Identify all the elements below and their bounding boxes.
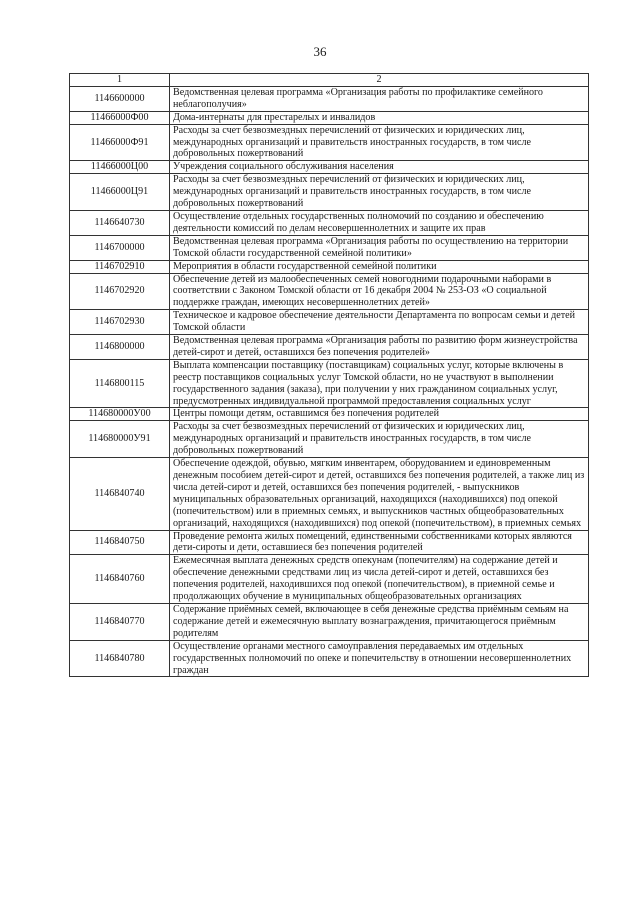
table-row [70, 335, 589, 360]
row-code: 1146840770 [70, 603, 170, 640]
table-row [70, 458, 589, 530]
row-code: 11466000Ф00 [70, 111, 170, 124]
row-code: 1146700000 [70, 235, 170, 260]
row-description: Мероприятия в области государственной семейной политики [170, 260, 589, 273]
table-row [70, 86, 589, 111]
table-row [70, 421, 589, 458]
row-description: Ежемесячная выплата денежных средств опекунам (попечителям) на содержание детей и обеспечение денежными средствами лиц из числа детей-сирот и детей, оставшихся без попечения родителей, находившихся под опекой (попечительством), в приемной семье и продолжающих обучение в муниципальных общеобразовательных организациях [170, 555, 589, 604]
table-row [70, 174, 589, 211]
table-row [70, 408, 589, 421]
table-row [70, 124, 589, 161]
row-description: Техническое и кадровое обеспечение деятельности Департамента по вопросам семьи и детей Томской области [170, 310, 589, 335]
row-code: 11466000Ц91 [70, 174, 170, 211]
row-code: 1146702910 [70, 260, 170, 273]
table-row [70, 555, 589, 604]
row-code: 11466000Ц00 [70, 161, 170, 174]
row-description: Дома-интернаты для престарелых и инвалидов [170, 111, 589, 124]
row-code: 11466000Ф91 [70, 124, 170, 161]
row-description: Выплата компенсации поставщику (поставщикам) социальных услуг, которые включены в реестр поставщиков социальных услуг Томской области, но не участвуют в выполнении государственного задания (заказа), при получении у них гражданином социальных услуг, предусмотренных индивидуальной программой предоставления социальных услуг [170, 359, 589, 408]
row-code: 1146702930 [70, 310, 170, 335]
row-code: 1146800000 [70, 335, 170, 360]
table-row [70, 359, 589, 408]
table-row [70, 260, 589, 273]
row-description: Содержание приёмных семей, включающее в себя денежные средства приёмным семьям на содержание детей и ежемесячную выплату вознаграждения, причитающегося приёмным родителям [170, 603, 589, 640]
table-row [70, 235, 589, 260]
row-description: Центры помощи детям, оставшимся без попечения родителей [170, 408, 589, 421]
row-description: Ведомственная целевая программа «Организация работы по осуществлению на территории Томской области государственной семейной политики» [170, 235, 589, 260]
row-description: Осуществление отдельных государственных полномочий по созданию и обеспечению деятельности комиссий по делам несовершеннолетних и защите их прав [170, 210, 589, 235]
row-description: Обеспечение одеждой, обувью, мягким инвентарем, оборудованием и единовременным денежным пособием детей-сирот и детей, оставшихся без попечения родителей, а также лиц из числа детей-сирот и детей, оставшихся без попечения родителей, - выпускников муниципальных образовательных организаций, находящихся (находившихся) под опекой (попечительством) или в приемных семьях, и выпускников частных общеобразовательных организаций, находящихся (находившихся) под опекой (попечительством), в приемных семьях [170, 458, 589, 530]
row-description: Проведение ремонта жилых помещений, единственными собственниками которых являются дети-сироты и дети, оставшиеся без попечения родителей [170, 530, 589, 555]
row-code: 114680000У91 [70, 421, 170, 458]
row-code: 1146702920 [70, 273, 170, 310]
header-col-2: 2 [170, 74, 589, 87]
table-row [70, 640, 589, 677]
row-description: Расходы за счет безвозмездных перечислений от физических и юридических лиц, международных организаций и правительств иностранных государств, в том числе добровольных пожертвований [170, 124, 589, 161]
table-row [70, 210, 589, 235]
row-code: 1146800115 [70, 359, 170, 408]
row-code: 1146640730 [70, 210, 170, 235]
row-description: Обеспечение детей из малообеспеченных семей новогодними подарочными наборами в соответствии с Законом Томской области от 16 декабря 2004 № 253-ОЗ «О социальной поддержке граждан, имеющих несовершеннолетних детей» [170, 273, 589, 310]
table-row [70, 111, 589, 124]
row-code: 114680000У00 [70, 408, 170, 421]
table-row [70, 161, 589, 174]
row-description: Расходы за счет безвозмездных перечислений от физических и юридических лиц, международных организаций и правительств иностранных государств, в том числе добровольных пожертвований [170, 421, 589, 458]
table-row [70, 310, 589, 335]
header-col-1: 1 [70, 74, 170, 87]
row-description: Учреждения социального обслуживания населения [170, 161, 589, 174]
row-code: 1146840750 [70, 530, 170, 555]
table-row [70, 273, 589, 310]
row-code: 1146840760 [70, 555, 170, 604]
page-number: 36 [313, 44, 327, 59]
row-description: Осуществление органами местного самоуправления передаваемых им отдельных государственных полномочий по опеке и попечительству в отношении несовершеннолетних граждан [170, 640, 589, 677]
row-description: Ведомственная целевая программа «Организация работы по развитию форм жизнеустройства детей-сирот и детей, оставшихся без попечения родителей» [170, 335, 589, 360]
table-header-row [70, 74, 589, 87]
row-description: Ведомственная целевая программа «Организация работы по профилактике семейного неблагополучия» [170, 86, 589, 111]
table-row [70, 530, 589, 555]
row-code: 1146840780 [70, 640, 170, 677]
row-description: Расходы за счет безвозмездных перечислений от физических и юридических лиц, международных организаций и правительств иностранных государств, в том числе добровольных пожертвований [170, 174, 589, 211]
row-code: 1146840740 [70, 458, 170, 530]
classification-table [69, 73, 589, 677]
row-code: 1146600000 [70, 86, 170, 111]
table-row [70, 603, 589, 640]
